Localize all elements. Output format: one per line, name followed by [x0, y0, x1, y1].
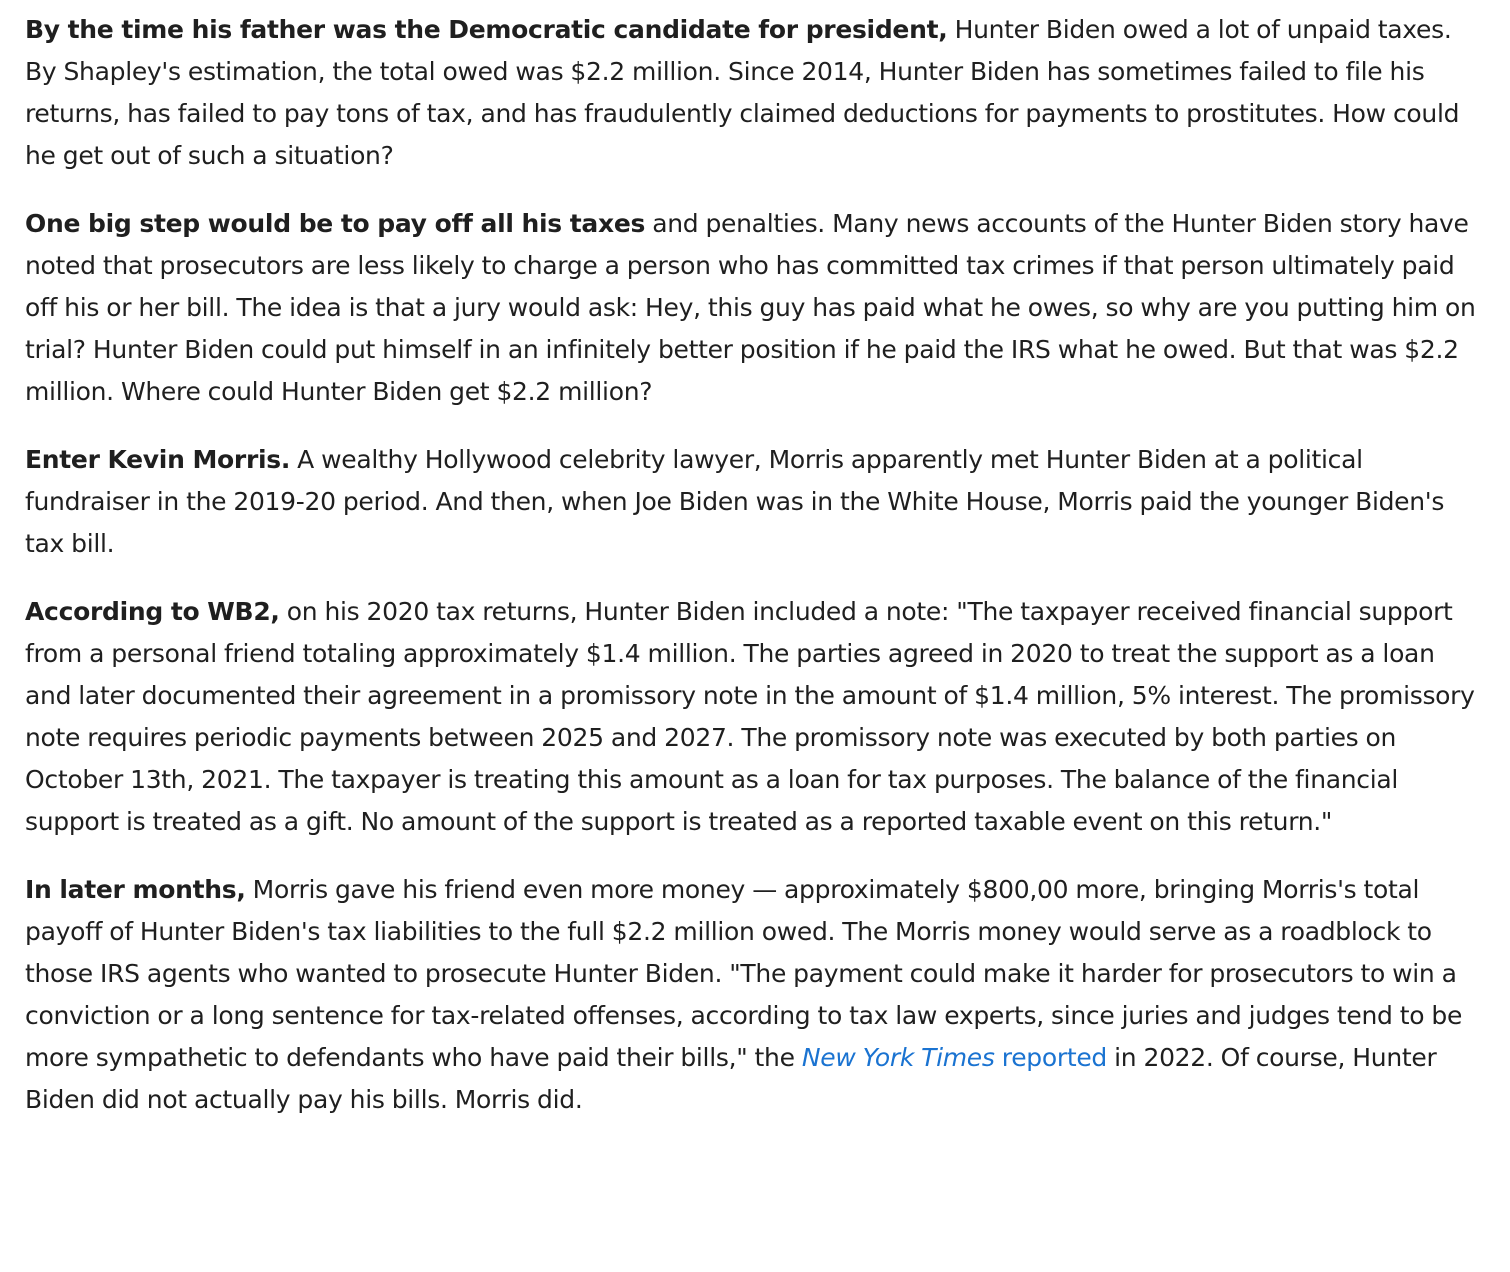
paragraph-lead: One big step would be to pay off all his taxes	[25, 209, 646, 238]
link-label: reported	[994, 1043, 1107, 1072]
paragraph-4	[25, 591, 1481, 843]
paragraph-1	[25, 9, 1481, 177]
paragraph-lead: By the time his father was the Democratic candidate for president,	[25, 15, 948, 44]
paragraph-5	[25, 869, 1481, 1121]
link-publication-name: New York Times	[801, 1043, 995, 1072]
nyt-reported-link[interactable]	[802, 1043, 1107, 1072]
paragraph-text: on his 2020 tax returns, Hunter Biden included a note: "The taxpayer received financial support from a personal friend totaling approximately $1.4 million. The parties agreed in 2020 to treat the support as a loan and later documented their agreement in a promissory note in the amount of $1.4 million, 5% interest. The promissory note requires periodic payments between 2025 and 2027. The promissory note was executed by both parties on October 13th, 2021. The taxpayer is treating this amount as a loan for tax purposes. The balance of the financial support is treated as a gift. No amount of the support is treated as a reported taxable event on this return."	[25, 597, 1475, 836]
paragraph-text: Hunter Biden owed a lot of unpaid taxes. By Shapley's estimation, the total owed was $2.2 million. Since 2014, Hunter Biden has sometimes failed to file his returns, has failed to pay tons of tax, and has fraudulently claimed deductions for payments to prostitutes. How could he get out of such a situation?	[25, 15, 1460, 170]
paragraph-2	[25, 203, 1481, 413]
paragraph-3	[25, 439, 1481, 565]
paragraph-lead: Enter Kevin Morris.	[25, 445, 291, 474]
paragraph-tail: in 2022. Of course, Hunter Biden did not actually pay his bills. Morris did.	[25, 1043, 1437, 1114]
paragraph-text: and penalties. Many news accounts of the Hunter Biden story have noted that prosecutors are less likely to charge a person who has committed tax crimes if that person ultimately paid off his or her bill. The idea is that a jury would ask: Hey, this guy has paid what he owes, so why are you putting him on trial? Hunter Biden could put himself in an infinitely better position if he paid the IRS what he owed. But that was $2.2 million. Where could Hunter Biden get $2.2 million?	[25, 209, 1476, 406]
paragraph-text: Morris gave his friend even more money — approximately $800,00 more, bringing Morris's total payoff of Hunter Biden's tax liabilities to the full $2.2 million owed. The Morris money would serve as a roadblock to those IRS agents who wanted to prosecute Hunter Biden. "The payment could make it harder for prosecutors to win a conviction or a long sentence for tax-related offenses, according to tax law experts, since juries and judges tend to be more sympathetic to defendants who have paid their bills," the	[25, 875, 1463, 1072]
paragraph-text: A wealthy Hollywood celebrity lawyer, Morris apparently met Hunter Biden at a political fundraiser in the 2019-20 period. And then, when Joe Biden was in the White House, Morris paid the younger Biden's tax bill.	[25, 445, 1445, 558]
paragraph-lead: In later months,	[25, 875, 246, 904]
paragraph-lead: According to WB2,	[25, 597, 280, 626]
